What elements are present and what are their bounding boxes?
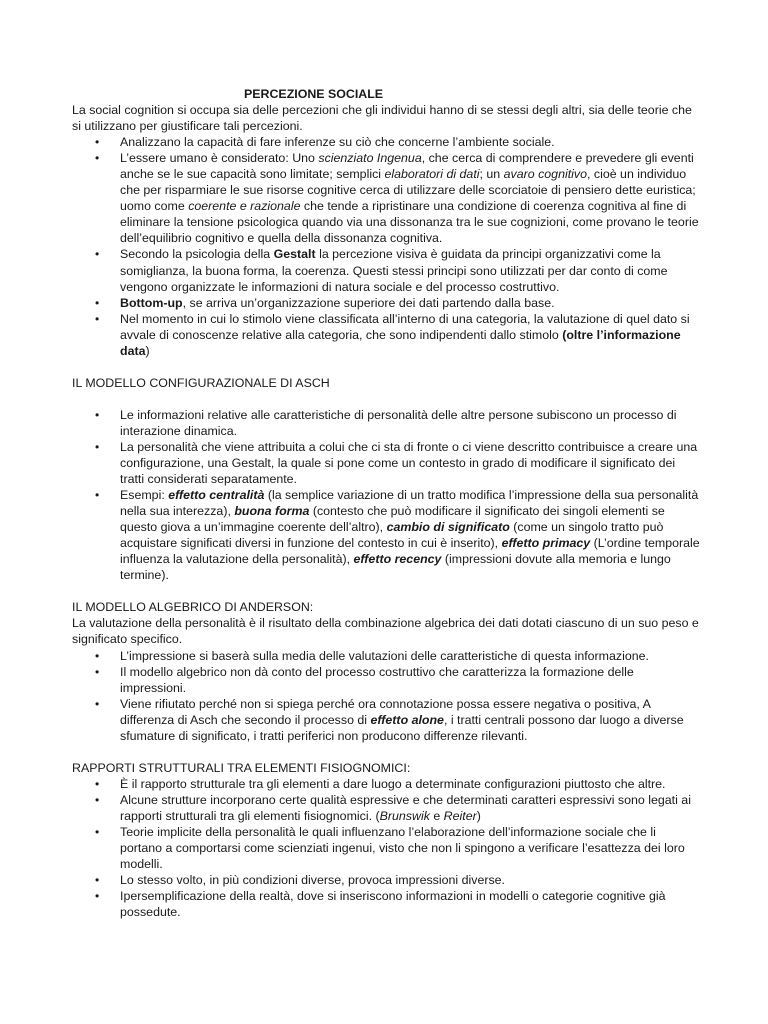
italic-term: Reiter: [443, 808, 477, 823]
section-intro: La social cognition si occupa sia delle percezioni che gli individui hanno di se stessi degli altri, sia delle teorie che si utilizzano per giustificare tali percezioni.: [72, 103, 692, 134]
list-item: [72, 150, 700, 246]
section-modello-asch: [72, 375, 700, 584]
section-heading: IL MODELLO ALGEBRICO DI ANDERSON:: [72, 600, 314, 615]
italic-term: avaro cognitivo: [503, 167, 587, 182]
text-run: Esempi:: [120, 488, 169, 503]
list-item: [72, 888, 700, 920]
list-item: [72, 134, 700, 150]
list-item: [72, 246, 700, 294]
text-run: , cioè un individuo che per risparmiare le sue risorse cognitive cerca di utilizzare delle scorciatoie di pensiero dette euristica; uomo come: [120, 167, 696, 214]
list-item-text: Le informazioni relative alle caratteristiche di personalità delle altre persone subiscono un processo di interazione dinamica.: [120, 407, 677, 438]
italic-term: Brunswik: [379, 808, 430, 823]
list-item: [72, 824, 700, 872]
text-run: che tende a ripristinare una condizione di coerenza cognitiva al fine di eliminare la tensione psicologica quando via una dissonanza tra le sue cognizioni, come provano le teorie dell’equilibrio cognitivo e quella della dissonanza cognitiva.: [120, 199, 699, 246]
text-run: , se arriva un’organizzazione superiore dei dati partendo dalla base.: [182, 295, 555, 310]
text-run: , i tratti centrali possono dar luogo a diverse sfumature di significato, i tratti periferici non producono differenze rilevanti.: [120, 712, 684, 743]
effect-term: effetto recency: [353, 552, 442, 567]
list-item: [72, 407, 700, 439]
italic-term: coerente e razionale: [188, 199, 301, 214]
bold-term: (oltre l’informazione data: [120, 327, 681, 358]
list-item: [72, 311, 700, 359]
text-run: Nel momento in cui lo stimolo viene classificata all’interno di una categoria, la valutazione di quel dato si avvale di conoscenze relative alla categoria, che sono indipendenti dallo stimolo: [120, 311, 690, 342]
list-item: [72, 872, 700, 888]
text-run: Viene rifiutato perché non si spiega perché ora connotazione possa essere negativa o positiva, A differenza di Asch che secondo il processo di: [120, 696, 651, 727]
text-run: la percezione visiva è guidata da principi organizzativi come la somiglianza, la buona forma, la coerenza. Questi stessi principi sono utilizzati per dar conto di come vengono organizzate le informazioni di natura sociale e del processo costruttivo.: [120, 247, 668, 294]
list-item: [72, 439, 700, 487]
text-run: ): [145, 343, 150, 358]
effect-term: buona forma: [234, 504, 310, 519]
text-run: (impressioni dovute alla memoria e lungo termine).: [120, 552, 671, 583]
text-run: ): [476, 808, 481, 823]
text-run: L’essere umano è considerato: Uno: [120, 151, 319, 166]
bullet-list: [72, 648, 700, 744]
effect-term: effetto alone: [370, 712, 444, 727]
text-run: , che cerca di comprendere e prevedere gli eventi anche se le sue capacità sono limitate; semplici: [120, 151, 694, 182]
section-modello-anderson: [72, 599, 700, 743]
italic-term: scienziato Ingenua: [318, 151, 422, 166]
list-item: [72, 776, 700, 792]
effect-term: effetto primacy: [501, 536, 591, 551]
list-item-text: Analizzano la capacità di fare inferenze su ciò che concerne l’ambiente sociale.: [120, 135, 555, 150]
list-item-text: Ipersemplificazione della realtà, dove si inseriscono informazioni in modelli o categorie cognitive già possedute.: [120, 889, 666, 920]
text-run: Alcune strutture incorporano certe qualità espressive e che determinati caratteri espressivi sono legati ai rapporti strutturali tra gli elementi fisiognomici. (: [120, 792, 691, 823]
list-item: [72, 648, 700, 664]
bullet-list: [72, 134, 700, 359]
list-item: [72, 487, 700, 583]
section-percezione-sociale: [72, 102, 700, 359]
section-heading: RAPPORTI STRUTTURALI TRA ELEMENTI FISIOGNOMICI:: [72, 760, 411, 775]
list-item: [72, 295, 700, 311]
list-item-text: È il rapporto strutturale tra gli elementi a dare luogo a determinate configurazioni piuttosto che altre.: [120, 776, 666, 791]
text-run: (L’ordine temporale influenza la valutazione della personalità),: [120, 536, 700, 567]
bold-term: Gestalt: [273, 247, 316, 262]
list-item: [72, 792, 700, 824]
text-run: ; un: [479, 167, 504, 182]
bullet-list: [72, 776, 700, 920]
bullet-list: [72, 407, 700, 584]
list-item-text: Il modello algebrico non dà conto del processo costruttivo che caratterizza la formazione delle impressioni.: [120, 664, 634, 695]
effect-term: effetto centralità: [168, 488, 265, 503]
list-item: [72, 696, 700, 744]
list-item-text: Lo stesso volto, in più condizioni diverse, provoca impressioni diverse.: [120, 873, 505, 888]
list-item-text: L’impressione si baserà sulla media delle valutazioni delle caratteristiche di questa informazione.: [120, 648, 649, 663]
list-item-text: Teorie implicite della personalità le quali influenzano l’elaborazione dell’informazione sociale che li portano a comportarsi come scienziati ingenui, visto che non li spingono a verificare l’esattezza dei loro modelli.: [120, 824, 685, 872]
effect-term: cambio di significato: [386, 520, 510, 535]
section-intro: La valutazione della personalità è il risultato della combinazione algebrica dei dati dotati ciascuno di un suo peso e significato specifico.: [72, 616, 699, 647]
page-title: PERCEZIONE SOCIALE: [244, 87, 384, 101]
section-rapporti-strutturali: [72, 760, 700, 920]
text-run: e: [429, 808, 444, 823]
list-item-text: La personalità che viene attribuita a colui che ci sta di fronte o ci viene descritto contribuisce a creare una configurazione, una Gestalt, la quale si pone come un contesto in grado di modificare il significato dei tratti considerati separatamente.: [120, 439, 698, 487]
text-run: Secondo la psicologia della: [120, 247, 274, 262]
text-run: (come un singolo tratto può acquistare significati diversi in funzione del contesto in cui è inserito),: [120, 520, 664, 551]
text-run: (la semplice variazione di un tratto modifica l’impressione della sua personalità nella sua interezza),: [120, 488, 699, 519]
section-heading: IL MODELLO CONFIGURAZIONALE DI ASCH: [72, 375, 330, 390]
document-page: [72, 86, 700, 920]
italic-term: elaboratori di dati: [384, 167, 480, 182]
bold-term: Bottom-up: [120, 295, 183, 310]
list-item: [72, 664, 700, 696]
text-run: (contesto che può modificare il significato dei singoli elementi se questo giova a un’immagine coerente dell’altro),: [120, 504, 665, 535]
